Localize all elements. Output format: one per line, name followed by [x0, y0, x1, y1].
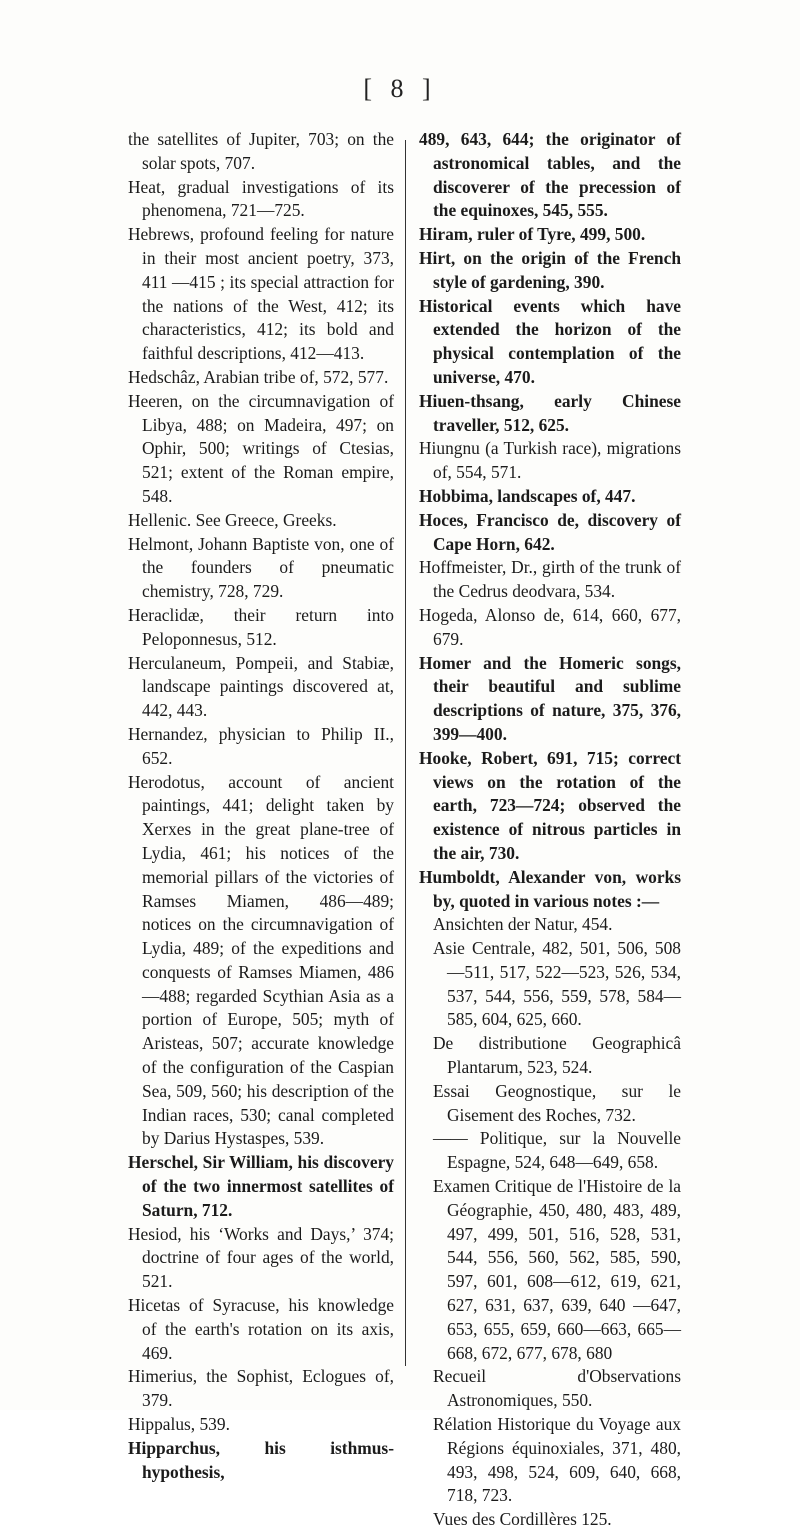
index-entry: Hooke, Robert, 691, 715; correct views on the rotation of the earth, 723—724; observed the existence of nitrous particles in the air, 730. — [419, 747, 681, 863]
index-entry: Herschel, Sir William, his discovery of the two innermost satellites of Saturn, 712. — [128, 1152, 394, 1220]
index-entry: Hoffmeister, Dr., girth of the trunk of the Cedrus deodvara, 534. — [419, 557, 681, 602]
index-entry: Helmont, Johann Baptiste von, one of the founders of pneumatic chemistry, 728, 729. — [128, 533, 394, 602]
index-subentry: Ansichten der Natur, 454. — [433, 914, 613, 935]
index-subentry: Essai Geognostique, sur le Gisement des Roches, 732. — [433, 1080, 681, 1125]
index-subentry: Asie Centrale, 482, 501, 506, 508 —511, 517, 522—523, 526, 534, 537, 544, 556, 559, 578, 584—585, 604, 625, 660. — [433, 938, 681, 1030]
index-entry: 489, 643, 644; the originator of astronomical tables, and the discoverer of the precession of the equinoxes, 545, 555. — [419, 129, 681, 221]
index-entry: Historical events which have extended the horizon of the physical contemplation of the universe, 470. — [419, 295, 681, 387]
index-entry: the satellites of Jupiter, 703; on the solar spots, 707. — [128, 129, 394, 173]
index-subentry: Examen Critique de l'Histoire de la Géographie, 450, 480, 483, 489, 497, 499, 501, 516, 528, 531, 544, 556, 560, 562, 585, 590, 597, 601, 608—612, 619, 621, 627, 631, 637, 639, 640 —647, 653, 655, 659, 660—663, 665—668, 672, 677, 678, 680 — [433, 1176, 681, 1363]
index-entry: Himerius, the Sophist, Eclogues of, 379. — [128, 1366, 394, 1411]
right-column — [419, 128, 681, 1532]
index-entry: Hobbima, landscapes of, 447. — [419, 485, 636, 506]
index-entry: Herodotus, account of ancient paintings, 441; delight taken by Xerxes in the great plane-tree of Lydia, 461; his notices of the memorial pillars of the victories of Ramses Miamen, 486—489; notices on the circumnavigation of Lydia, 489; of the expeditions and conquests of Ramses Miamen, 486—488; regarded Scythian Asia as a portion of Europe, 505; myth of Aristeas, 507; accurate knowledge of the configuration of the Caspian Sea, 509, 560; his description of the Indian races, 530; canal completed by Darius Hystaspes, 539. — [128, 771, 394, 1149]
index-entry: Hippalus, 539. — [128, 1414, 230, 1435]
index-entry: Hellenic. See Greece, Greeks. — [128, 509, 337, 530]
index-subentry: Recueil d'Observations Astronomiques, 550. — [433, 1366, 681, 1411]
index-entry: Herculaneum, Pompeii, and Stabiæ, landscape paintings discovered at, 442, 443. — [128, 652, 394, 721]
index-subentry: De distributione Geographicâ Plantarum, 523, 524. — [433, 1033, 681, 1078]
index-entry: Heat, gradual investigations of its phenomena, 721—725. — [128, 176, 394, 221]
index-entry: Hiuen-thsang, early Chinese traveller, 512, 625. — [419, 390, 681, 435]
index-entry: Heraclidæ, their return into Peloponnesus, 512. — [128, 604, 394, 649]
index-entry: Hernandez, physician to Philip II., 652. — [128, 723, 394, 768]
column-divider — [405, 140, 406, 1366]
index-entry: Hiram, ruler of Tyre, 499, 500. — [419, 224, 646, 245]
index-subentry: —— Politique, sur la Nouvelle Espagne, 524, 648—649, 658. — [433, 1128, 681, 1173]
index-entry: Hoces, Francisco de, discovery of Cape Horn, 642. — [419, 509, 681, 554]
left-column — [128, 128, 394, 1484]
index-entry: Hirt, on the origin of the French style of gardening, 390. — [419, 247, 681, 292]
index-entry: Hogeda, Alonso de, 614, 660, 677, 679. — [419, 604, 681, 649]
index-entry: Hesiod, his ‘Works and Days,’ 374; doctrine of four ages of the world, 521. — [128, 1223, 394, 1292]
index-entry: Hicetas of Syracuse, his knowledge of the earth's rotation on its axis, 469. — [128, 1295, 394, 1363]
index-entry: Hipparchus, his isthmus-hypothesis, — [128, 1437, 394, 1482]
index-entry: Hiungnu (a Turkish race), migrations of, 554, 571. — [419, 438, 681, 483]
index-subentry: Rélation Historique du Voyage aux Régions équinoxiales, 371, 480, 493, 498, 524, 609, 640, 668, 718, 723. — [433, 1414, 681, 1506]
index-entry: Homer and the Homeric songs, their beautiful and sublime descriptions of nature, 375, 376, 399—400. — [419, 652, 681, 744]
index-entry: Hedschâz, Arabian tribe of, 572, 577. — [128, 366, 389, 387]
index-subentry: Vues des Cordillères 125. — [433, 1509, 612, 1530]
page-number-header: [ 8 ] — [363, 74, 437, 103]
index-entry: Hebrews, profound feeling for nature in their most ancient poetry, 373, 411 —415 ; its special attraction for the nations of the West, 412; its characteristics, 412; its bold and faithful descriptions, 412—413. — [128, 224, 394, 364]
index-entry: Heeren, on the circumnavigation of Libya, 488; on Madeira, 497; on Ophir, 500; writings of Ctesias, 521; extent of the Roman empire, 548. — [128, 390, 394, 506]
index-entry: Humboldt, Alexander von, works by, quoted in various notes :— — [419, 866, 681, 911]
